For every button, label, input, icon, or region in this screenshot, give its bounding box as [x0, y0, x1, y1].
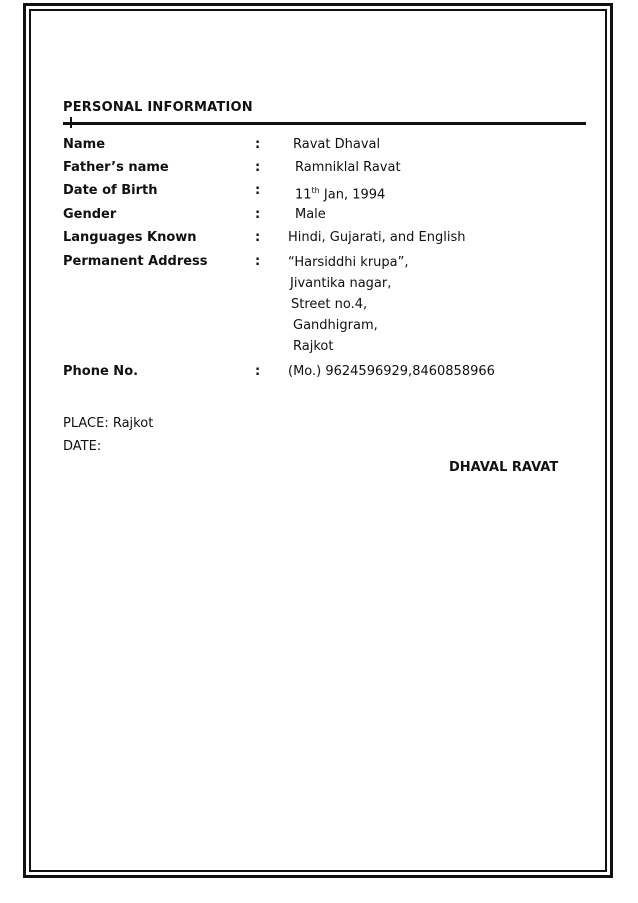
field-value-phone: (Mo.) 9624596929,8460858966	[288, 364, 495, 379]
field-label-languages: Languages Known	[63, 230, 197, 245]
field-separator: :	[255, 160, 261, 175]
field-label-father: Father’s name	[63, 160, 169, 175]
dob-rest: Jan, 1994	[319, 187, 386, 203]
dob-suffix: th	[311, 186, 320, 195]
field-value-address	[288, 252, 409, 357]
address-line: Jivantika nagar,	[290, 276, 392, 291]
dob-day: 11	[295, 187, 312, 203]
date-line: DATE:	[63, 439, 102, 454]
field-label-gender: Gender	[63, 207, 117, 222]
field-separator: :	[255, 230, 261, 245]
field-label-phone: Phone No.	[63, 364, 139, 379]
address-line: Rajkot	[293, 339, 334, 354]
field-value-father: Ramniklal Ravat	[295, 160, 401, 175]
field-separator: :	[255, 254, 261, 269]
field-label-name: Name	[63, 137, 106, 152]
divider-tick	[70, 117, 72, 128]
field-separator: :	[255, 364, 261, 379]
address-line: Street no.4,	[291, 297, 368, 312]
field-value-languages: Hindi, Gujarati, and English	[288, 230, 466, 245]
signature-name: DHAVAL RAVAT	[449, 460, 559, 475]
field-label-dob: Date of Birth	[63, 183, 158, 198]
address-line: “Harsiddhi krupa”,	[288, 255, 409, 270]
place-line: PLACE: Rajkot	[63, 416, 154, 431]
field-separator: :	[255, 137, 261, 152]
field-value-name: Ravat Dhaval	[293, 137, 381, 152]
field-separator: :	[255, 207, 261, 222]
address-line: Gandhigram,	[293, 318, 378, 333]
field-label-address: Permanent Address	[63, 254, 208, 269]
section-title: PERSONAL INFORMATION	[63, 100, 253, 115]
field-value-dob	[295, 182, 385, 204]
section-divider	[63, 122, 586, 125]
field-value-gender: Male	[295, 207, 326, 222]
field-separator: :	[255, 183, 261, 198]
